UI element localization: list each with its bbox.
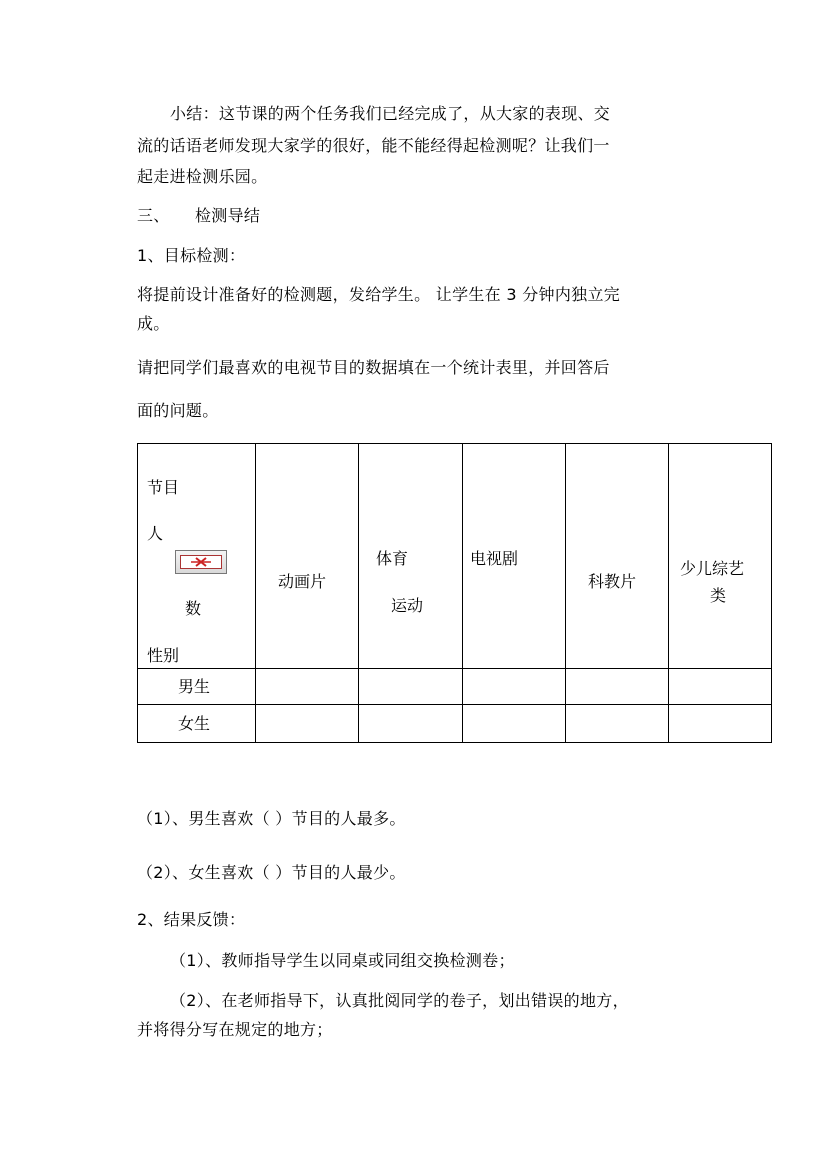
table-col-line — [255, 443, 256, 743]
header-animation: 动画片 — [278, 572, 327, 591]
section-3-title: 检测导结 — [195, 206, 261, 225]
table-col-line — [565, 443, 566, 743]
item-1-line-2: 成。 — [137, 314, 170, 333]
item-1-title: 1、目标检测： — [137, 246, 246, 265]
table-row-line — [137, 704, 772, 705]
feedback-step-2-line-1: （2）、在老师指导下，认真批阅同学的卷子，划出错误的地方， — [170, 991, 629, 1010]
header-sports-line-2: 运动 — [391, 596, 424, 615]
summary-line-1: 小结：这节课的两个任务我们已经完成了，从大家的表现、交 — [170, 104, 611, 123]
feedback-step-2-line-2: 并将得分写在规定的地方； — [137, 1020, 333, 1039]
corner-label-gender: 性别 — [147, 646, 180, 665]
red-x-icon — [181, 556, 221, 568]
table-border-top — [137, 443, 772, 444]
header-kids-variety-line-1: 少儿综艺 — [680, 559, 745, 578]
question-2: （2）、女生喜欢（ ）节目的人最少。 — [137, 863, 406, 882]
header-sports-line-1: 体育 — [376, 549, 409, 568]
table-border-right — [771, 443, 772, 743]
header-tv-drama: 电视剧 — [470, 549, 519, 568]
broken-image-frame — [180, 555, 222, 569]
task-line-1: 请把同学们最喜欢的电视节目的数据填在一个统计表里，并回答后 — [137, 358, 610, 377]
item-1-line-1: 将提前设计准备好的检测题，发给学生。 让学生在 3 分钟内独立完 — [137, 285, 621, 304]
summary-line-2: 流的话语老师发现大家学的很好，能不能经得起检测呢？让我们一 — [137, 136, 610, 155]
statistics-table — [137, 443, 772, 743]
task-line-2: 面的问题。 — [137, 401, 219, 420]
table-col-line — [462, 443, 463, 743]
corner-label-program: 节目 — [147, 478, 180, 497]
broken-image-icon — [175, 550, 227, 574]
table-border-bottom — [137, 742, 772, 743]
section-3-number: 三、 — [137, 206, 170, 225]
corner-label-people-2: 数 — [185, 599, 202, 618]
summary-line-3: 起走进检测乐园。 — [137, 167, 268, 186]
row-label-girls: 女生 — [178, 714, 211, 733]
feedback-step-1: （1）、教师指导学生以同桌或同组交换检测卷； — [170, 951, 515, 970]
corner-label-people-1: 人 — [147, 524, 164, 543]
header-science: 科教片 — [588, 572, 637, 591]
feedback-title: 2、结果反馈： — [137, 910, 246, 929]
table-border-left — [137, 443, 138, 743]
header-kids-variety-line-2: 类 — [710, 586, 727, 605]
question-1: （1）、男生喜欢（ ）节目的人最多。 — [137, 809, 406, 828]
table-col-line — [358, 443, 359, 743]
table-row-line — [137, 668, 772, 669]
table-col-line — [668, 443, 669, 743]
row-label-boys: 男生 — [178, 677, 211, 696]
